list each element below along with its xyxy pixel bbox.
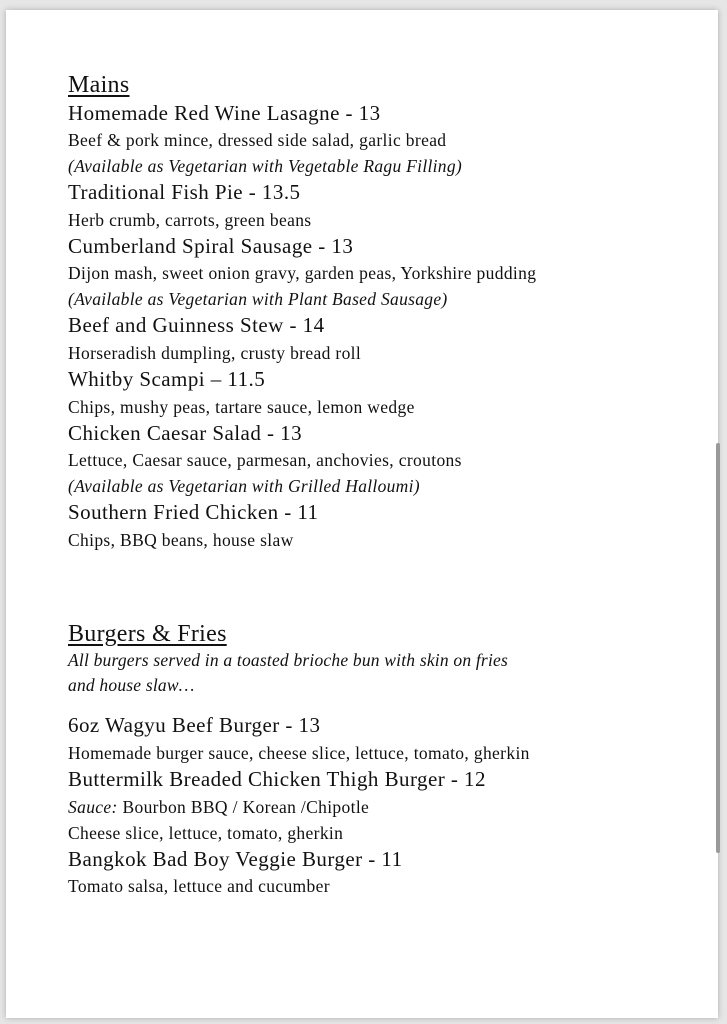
item-name: 6oz Wagyu Beef Burger - 13 (68, 713, 321, 738)
item-name: Southern Fried Chicken - 11 (68, 500, 319, 525)
menu-item (68, 179, 688, 233)
item-description: Lettuce, Caesar sauce, parmesan, anchovies, croutons (68, 450, 462, 471)
menu-item (68, 846, 688, 900)
item-description: Chips, mushy peas, tartare sauce, lemon wedge (68, 396, 415, 417)
sauce-label: Sauce: (68, 796, 118, 817)
intro-spacer (68, 698, 688, 712)
item-name: Chicken Caesar Salad - 13 (68, 420, 303, 445)
item-description: Horseradish dumpling, crusty bread roll (68, 342, 362, 363)
menu-item (68, 100, 688, 180)
item-name: Whitby Scampi – 11.5 (68, 366, 266, 391)
item-name: Cumberland Spiral Sausage - 13 (68, 233, 354, 258)
menu-item (68, 420, 688, 500)
menu-item (68, 366, 688, 420)
item-description: Herb crumb, carrots, green beans (68, 209, 312, 230)
item-description: Chips, BBQ beans, house slaw (68, 529, 294, 550)
menu-item (68, 766, 688, 846)
item-name: Traditional Fish Pie - 13.5 (68, 180, 301, 205)
item-description: Cheese slice, lettuce, tomato, gherkin (68, 822, 344, 843)
item-description (68, 794, 688, 820)
menu-item (68, 499, 688, 553)
document-page (6, 10, 718, 1018)
item-description: Beef & pork mince, dressed side salad, garlic bread (68, 130, 447, 151)
vertical-scrollbar[interactable] (716, 443, 720, 853)
sauce-options: Bourbon BBQ / Korean /Chipotle (117, 796, 370, 817)
section-spacer (68, 553, 688, 621)
item-note: (Available as Vegetarian with Plant Based Sausage) (68, 289, 448, 310)
item-note: (Available as Vegetarian with Grilled Halloumi) (68, 476, 420, 497)
item-description: Tomato salsa, lettuce and cucumber (68, 876, 330, 897)
item-note: (Available as Vegetarian with Vegetable Ragu Filling) (68, 156, 463, 177)
menu-item (68, 312, 688, 366)
section-intro: and house slaw… (68, 675, 195, 696)
menu-item (68, 712, 688, 766)
menu-section (68, 72, 688, 553)
section-intro: All burgers served in a toasted brioche bun with skin on fries (68, 650, 508, 671)
item-name: Beef and Guinness Stew - 14 (68, 313, 325, 338)
item-name: Homemade Red Wine Lasagne - 13 (68, 100, 381, 125)
menu-item (68, 233, 688, 313)
section-title: Burgers & Fries (68, 620, 227, 647)
item-name: Buttermilk Breaded Chicken Thigh Burger - 12 (68, 766, 486, 791)
section-title: Mains (68, 72, 130, 98)
item-name: Bangkok Bad Boy Veggie Burger - 11 (68, 846, 403, 871)
item-description: Homemade burger sauce, cheese slice, lettuce, tomato, gherkin (68, 742, 530, 763)
menu-content (68, 72, 688, 899)
item-description: Dijon mash, sweet onion gravy, garden peas, Yorkshire pudding (68, 263, 537, 284)
menu-section (68, 621, 688, 899)
